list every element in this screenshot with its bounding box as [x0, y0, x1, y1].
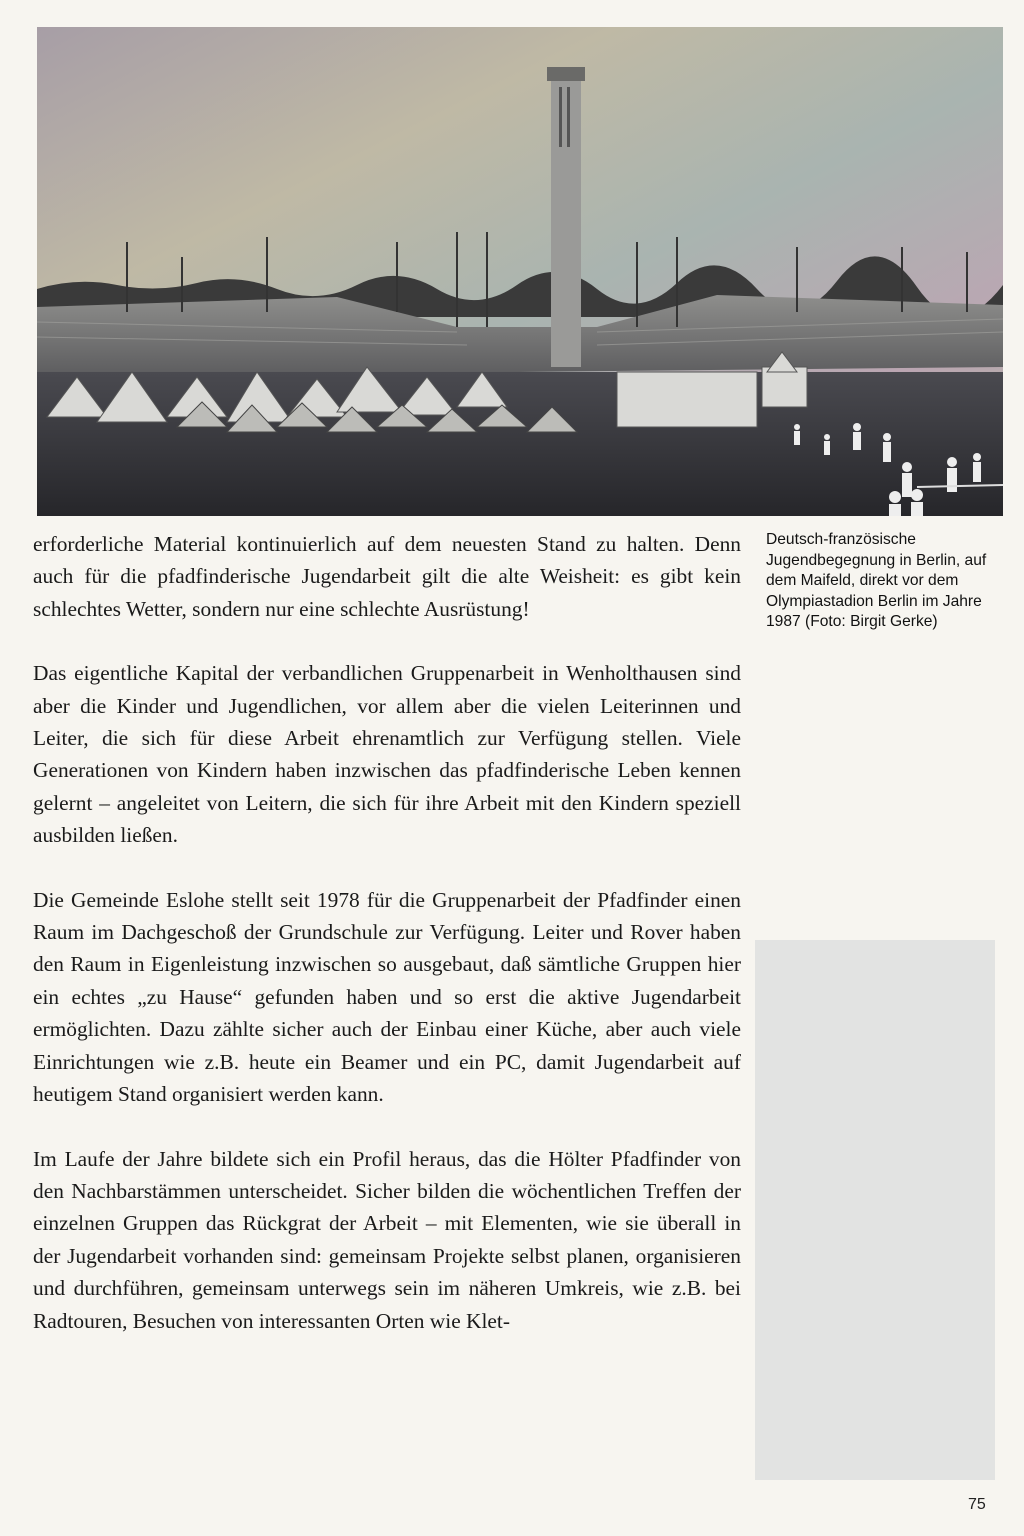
paragraph-4: Im Laufe der Jahre bildete sich ein Profil heraus, das die Hölter Pfadfinder von den Nachbarstämmen unterscheidet. Sicher bilden die wöchentlichen Treffen der einzelnen Gruppen das Rückgrat der Arbeit – mit Elementen, wie sie überall in der Jugendarbeit vorhanden sind: gemeinsam Projekte selbst planen, organisieren und durchführen, gemeinsam unterwegs sein im näheren Umkreis, wie z.B. bei Radtouren, Besuchen von interessanten Orten wie Klet- [33, 1146, 741, 1333]
body-text [33, 528, 741, 1369]
page-number: 75 [968, 1496, 986, 1513]
paragraph-2: Das eigentliche Kapital der verbandlichen Gruppenarbeit in Wenholthausen sind aber die Kinder und Jugendlichen, vor allem aber die vielen Leiterinnen und Leiter, die sich für diese Arbeit ehrenamtlich zur Verfügung stellen. Viele Generationen von Kindern haben inzwischen das pfadfinderische Leben kennen gelernt – angeleitet von Leitern, die sich für ihre Arbeit mit den Kindern speziell ausbilden ließen. [33, 661, 741, 848]
bleed-through-artifact [745, 560, 1005, 1480]
stadium-photo [37, 27, 1003, 516]
photo-caption: Deutsch-französische Jugendbegegnung in Berlin, auf dem Maifeld, direkt vor dem Olympiastadion Berlin im Jahre 1987 (Foto: Birgit Gerke) [766, 531, 987, 630]
paragraph-3: Die Gemeinde Eslohe stellt seit 1978 für die Gruppenarbeit der Pfadfinder einen Raum im Dachgeschoß der Grundschule zur Verfügung. Leiter und Rover haben den Raum in Eigenleistung inzwischen so ausgebaut, daß sämtliche Gruppen hier ein echtes „zu Hause“ gefunden haben und so erst die aktive Jugendarbeit ermöglichten. Dazu zählte sicher auch der Einbau einer Küche, aber auch viele Einrichtungen wie z.B. heute ein Beamer und ein PC, damit Jugendarbeit auf heutigem Stand organisiert werden kann. [33, 887, 741, 1107]
paragraph-1: erforderliche Material kontinuierlich auf dem neuesten Stand zu halten. Denn auch für die pfadfinderische Jugendarbeit gilt die alte Weisheit: es gibt kein schlechtes Wetter, sondern nur eine schlechte Ausrüstung! [33, 532, 741, 621]
stadium-photo-illustration [37, 27, 1003, 516]
